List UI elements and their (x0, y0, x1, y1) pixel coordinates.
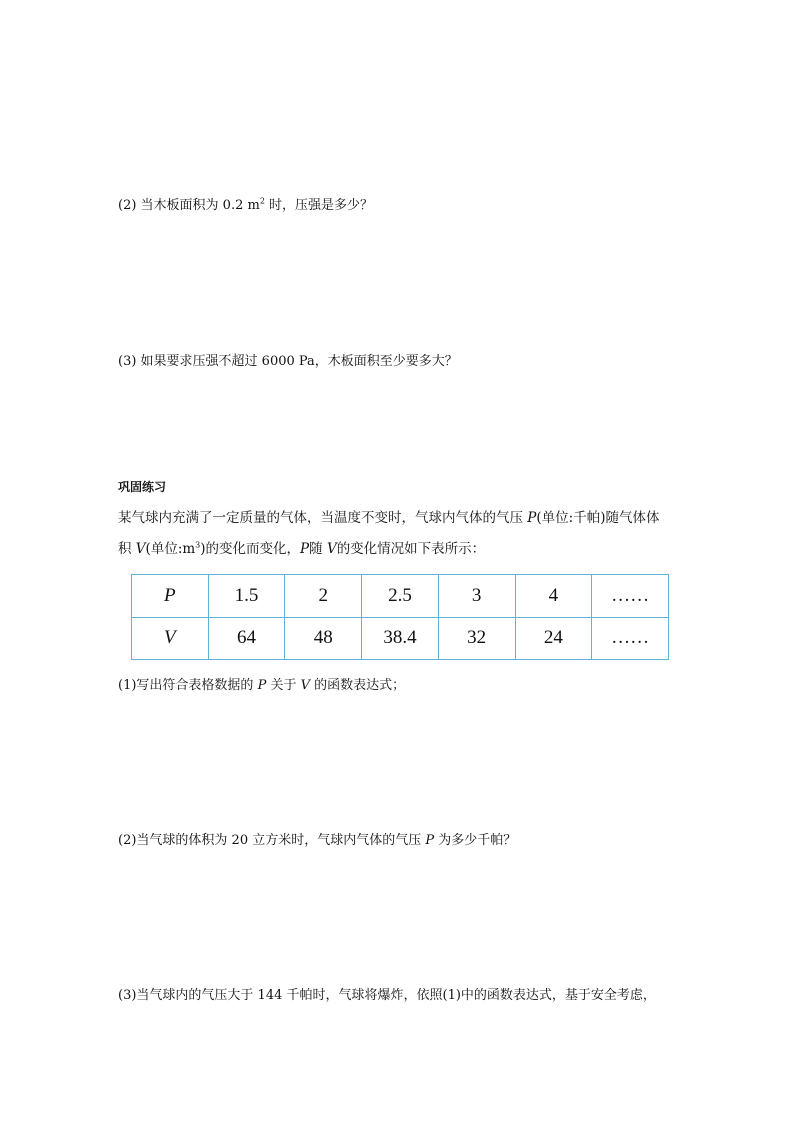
intro-text: )的变化而变化， (200, 541, 301, 557)
question-2-exponent: 2 (259, 196, 265, 206)
var-p: P (257, 678, 267, 693)
question-3: (3) 如果要求压强不超过 6000 Pa，木板面积至少要多大？ (118, 354, 458, 369)
intro-text: 积 (118, 541, 136, 557)
sub2-text: (2)当气球的体积为 20 立方米时，气球内气体的气压 (118, 833, 426, 848)
pv-table (131, 574, 669, 660)
table-row-v (132, 617, 669, 660)
section-title: 巩固练习 (118, 480, 167, 494)
intro-text: 随 (309, 541, 327, 557)
sub2-text: 为多少千帕？ (434, 833, 517, 848)
var-v: V (300, 678, 310, 693)
table-cell: 64 (208, 617, 285, 660)
intro-text: (单位:m (145, 541, 196, 557)
intro-line-1 (118, 510, 659, 526)
table-cell: …… (592, 575, 669, 618)
var-p: P (425, 833, 435, 848)
question-2-text-end: 时，压强是多少？ (264, 198, 374, 213)
table-cell: 2.5 (362, 575, 439, 618)
table-cell: 38.4 (362, 617, 439, 660)
question-2-text: (2) 当木板面积为 0.2 m (118, 198, 260, 213)
sub-question-1 (118, 678, 405, 694)
table-cell: 24 (515, 617, 592, 660)
unit-exponent: 3 (195, 540, 201, 550)
var-v: V (326, 541, 337, 557)
table-row-p (132, 575, 669, 618)
var-v: V (135, 541, 146, 557)
var-p: P (527, 510, 537, 526)
table-header-v: V (132, 617, 209, 660)
table-cell: 48 (285, 617, 362, 660)
intro-text: (单位:千帕)随气体体 (536, 510, 660, 526)
intro-line-2 (118, 541, 485, 557)
sub1-text: 的函数表达式； (309, 678, 406, 693)
sub-question-2 (118, 833, 516, 849)
table-cell: 1.5 (208, 575, 285, 618)
sub1-text: (1)写出符合表格数据的 (118, 678, 258, 693)
var-p: P (300, 541, 310, 557)
table-cell: …… (592, 617, 669, 660)
table-cell: 3 (438, 575, 515, 618)
intro-text: 的变化情况如下表所示： (336, 541, 486, 557)
table-cell: 2 (285, 575, 362, 618)
intro-text: 某气球内充满了一定质量的气体，当温度不变时，气球内气体的气压 (118, 510, 528, 526)
sub-question-3: (3)当气球内的气压大于 144 千帕时，气球将爆炸，依照(1)中的函数表达式，基于安全考虑， (118, 988, 656, 1003)
table-cell: 32 (438, 617, 515, 660)
question-2 (118, 198, 373, 214)
sub1-text: 关于 (266, 678, 301, 693)
table-cell: 4 (515, 575, 592, 618)
table-header-p: P (132, 575, 209, 618)
